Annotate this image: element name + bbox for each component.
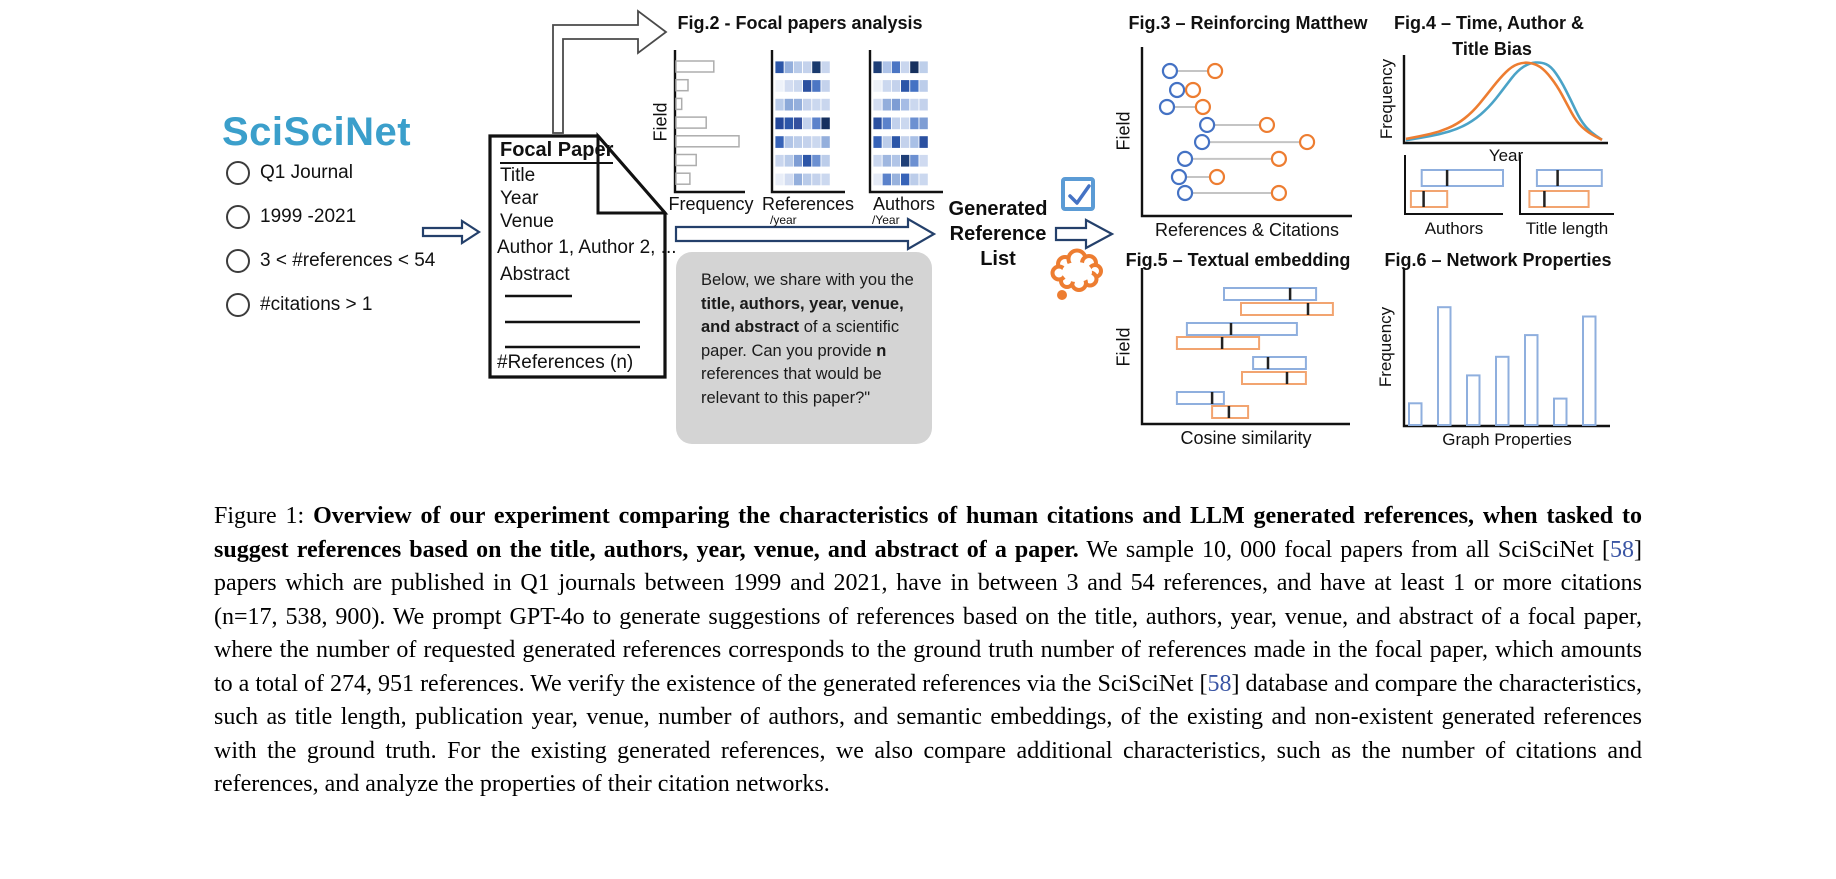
heatmap-cell bbox=[891, 80, 900, 93]
fig4-density-curves bbox=[1406, 63, 1602, 141]
circle-bullet-icon bbox=[226, 161, 250, 185]
figure-caption bbox=[214, 500, 1642, 802]
fig4-title-length-label: Title length bbox=[1525, 219, 1609, 238]
fig4-title-line2: Title Bias bbox=[1452, 39, 1532, 59]
heatmap-cell bbox=[803, 117, 812, 130]
fig2-authors-heatmap bbox=[873, 61, 928, 186]
text-segment: n bbox=[876, 341, 887, 360]
heatmap-cell bbox=[910, 98, 919, 111]
circle-bullet-icon bbox=[226, 249, 250, 273]
generated-line: List bbox=[980, 248, 1016, 270]
fig4-ylabel: Frequency bbox=[1377, 58, 1396, 140]
heatmap-cell bbox=[803, 136, 812, 149]
heatmap-cell bbox=[910, 173, 919, 186]
dumbbell-blue-dot bbox=[1160, 100, 1174, 114]
fig4-density-axes bbox=[1404, 55, 1608, 143]
heatmap-cell bbox=[784, 80, 793, 93]
document-field-abstract: Abstract bbox=[500, 264, 570, 285]
heatmap-cell bbox=[775, 80, 784, 93]
heatmap-cell bbox=[901, 61, 910, 74]
heatmap-cell bbox=[793, 117, 802, 130]
heatmap-cell bbox=[803, 61, 812, 74]
heatmap-cell bbox=[821, 136, 830, 149]
fig6-xlabel: Graph Properties bbox=[1442, 430, 1572, 449]
heatmap-cell bbox=[882, 117, 891, 130]
document-field-title: Title bbox=[500, 165, 536, 186]
text-segment: title, authors, year, venue, and abstract bbox=[701, 294, 904, 336]
fig6-ylabel: Frequency bbox=[1376, 306, 1395, 388]
box-whisker bbox=[1177, 337, 1259, 349]
heatmap-cell bbox=[812, 61, 821, 74]
criterion-label: #citations > 1 bbox=[260, 294, 373, 315]
text-segment: 58 bbox=[1610, 536, 1634, 563]
fig2-bar-series bbox=[676, 61, 739, 184]
fig2-heat2-label: Authors bbox=[872, 194, 936, 214]
dumbbell-orange-dot bbox=[1272, 152, 1286, 166]
heatmap-cell bbox=[901, 98, 910, 111]
dumbbell-blue-dot bbox=[1170, 83, 1184, 97]
heatmap-cell bbox=[901, 136, 910, 149]
text-segment: ] papers which are published in Q1 journals between 1999 and 2021, have in between 3 and 54 references, and have at least 1 or more citations (n=17, 538, 900). We prompt GPT-4o to generate suggestions of references based on the title, authors, year, venue, and abstract of a focal paper, where the number of requested generated references corresponds to the ground truth number of references made in the focal paper, which amounts to a total of 274, 951 references. We verify the existence of the generated references via the SciSciNet [ bbox=[214, 536, 1642, 697]
heatmap-cell bbox=[910, 61, 919, 74]
elbow-arrow-icon bbox=[553, 11, 666, 133]
generated-line: Reference bbox=[949, 223, 1047, 245]
fig2-bar bbox=[676, 136, 739, 147]
dumbbell-blue-dot bbox=[1200, 118, 1214, 132]
criterion-label: 1999 -2021 bbox=[260, 206, 357, 227]
heatmap-cell bbox=[821, 80, 830, 93]
dumbbell-orange-dot bbox=[1300, 135, 1314, 149]
dumbbell-blue-dot bbox=[1178, 152, 1192, 166]
dumbbell-orange-dot bbox=[1210, 170, 1224, 184]
fig3-dumbbell-series bbox=[1160, 64, 1314, 200]
heatmap-cell bbox=[775, 136, 784, 149]
text-segment: of a scientific paper. Can you provide bbox=[701, 318, 900, 360]
text-segment: Figure 1: bbox=[214, 503, 314, 529]
heatmap-cell bbox=[793, 173, 802, 186]
fig6-bar bbox=[1583, 317, 1596, 426]
heatmap-cell bbox=[784, 98, 793, 111]
fig6-bar bbox=[1554, 399, 1567, 425]
criterion-q1-journal bbox=[226, 161, 353, 185]
heatmap-cell bbox=[873, 117, 882, 130]
fig4-xlabel: Year bbox=[1488, 146, 1524, 165]
fig5-boxplot-series bbox=[1177, 288, 1333, 418]
heatmap-cell bbox=[803, 80, 812, 93]
fig2-references-heatmap bbox=[775, 61, 830, 186]
heatmap-cell bbox=[821, 173, 830, 186]
fig2-ylabel: Field bbox=[650, 102, 671, 142]
heatmap-cell bbox=[882, 61, 891, 74]
prompt-bubble bbox=[676, 252, 932, 444]
heatmap-cell bbox=[873, 173, 882, 186]
dumbbell-blue-dot bbox=[1195, 135, 1209, 149]
box-whisker bbox=[1177, 392, 1224, 404]
fig5-title: Fig.5 – Textual embedding bbox=[1125, 250, 1351, 270]
generated-line: Generated bbox=[948, 198, 1048, 220]
heatmap-cell bbox=[793, 80, 802, 93]
heatmap-cell bbox=[891, 98, 900, 111]
heatmap-cell bbox=[803, 98, 812, 111]
fig5-ylabel: Field bbox=[1113, 327, 1134, 367]
criterion-citations bbox=[226, 293, 373, 317]
fig4-authors-label: Authors bbox=[1424, 219, 1484, 238]
fig3-title: Fig.3 – Reinforcing Matthew bbox=[1128, 13, 1368, 33]
heatmap-cell bbox=[784, 173, 793, 186]
heatmap-cell bbox=[901, 155, 910, 168]
text-segment: Below, we share with you the bbox=[701, 271, 914, 289]
text-segment: Overview of our experiment comparing the characteristics of human citations and LLM generated references, when tasked to suggest references based on the title, authors, year, venue, and abstract of a paper. bbox=[214, 503, 1643, 563]
heatmap-cell bbox=[873, 155, 882, 168]
heatmap-cell bbox=[812, 98, 821, 111]
fig3-xlabel: References & Citations bbox=[1154, 220, 1340, 240]
heatmap-cell bbox=[821, 155, 830, 168]
fig6-bar bbox=[1525, 335, 1538, 425]
fig2-xlabel: Frequency bbox=[668, 194, 754, 214]
text-segment: ] database and compare the characteristics, such as title length, publication year, venue, number of authors, and semantic embeddings, of the existing and non-existent generated references with the ground truth. For the existing generated references, we also compare additional characteristics, such as the number of citations and references, and analyze the properties of their citation networks. bbox=[214, 670, 1642, 797]
dumbbell-orange-dot bbox=[1208, 64, 1222, 78]
dumbbell-orange-dot bbox=[1260, 118, 1274, 132]
heatmap-cell bbox=[873, 136, 882, 149]
fig6-bar bbox=[1467, 375, 1480, 425]
generated-reference-list-label bbox=[930, 197, 1066, 272]
document-title: Focal Paper bbox=[500, 139, 613, 164]
heatmap-cell bbox=[775, 117, 784, 130]
heatmap-cell bbox=[812, 136, 821, 149]
criterion-label: 3 < #references < 54 bbox=[260, 250, 436, 271]
fig6-bar bbox=[1496, 357, 1509, 425]
prompt-text bbox=[676, 252, 932, 410]
heatmap-cell bbox=[812, 155, 821, 168]
heatmap-cell bbox=[910, 117, 919, 130]
dumbbell-blue-dot bbox=[1163, 64, 1177, 78]
heatmap-cell bbox=[775, 61, 784, 74]
heatmap-cell bbox=[891, 117, 900, 130]
box-whisker bbox=[1253, 357, 1306, 369]
dumbbell-blue-dot bbox=[1178, 186, 1192, 200]
box-whisker bbox=[1529, 191, 1588, 207]
heatmap-cell bbox=[784, 136, 793, 149]
box-whisker bbox=[1537, 170, 1602, 186]
checkbox-square bbox=[1063, 179, 1093, 209]
heatmap-cell bbox=[793, 98, 802, 111]
box-whisker bbox=[1242, 372, 1306, 384]
flow-arrow-icon bbox=[423, 221, 479, 243]
heatmap-cell bbox=[882, 98, 891, 111]
dumbbell-orange-dot bbox=[1196, 100, 1210, 114]
heatmap-cell bbox=[882, 80, 891, 93]
document-footer: #References (n) bbox=[497, 352, 634, 373]
fig4-authors-boxplot bbox=[1411, 170, 1503, 207]
criterion-references-range bbox=[226, 249, 435, 273]
fig5-xlabel: Cosine similarity bbox=[1180, 428, 1312, 448]
text-segment: references that would be relevant to this paper?" bbox=[701, 365, 882, 407]
heatmap-cell bbox=[919, 98, 928, 111]
box-whisker bbox=[1224, 288, 1316, 300]
document-field-year: Year bbox=[500, 188, 539, 209]
fig2-bar bbox=[676, 80, 688, 91]
fig2-heat1-sublabel: /year bbox=[770, 213, 797, 227]
heatmap-cell bbox=[821, 61, 830, 74]
heatmap-cell bbox=[784, 61, 793, 74]
heatmap-cell bbox=[919, 117, 928, 130]
fig2-title: Fig.2 - Focal papers analysis bbox=[677, 13, 923, 33]
criterion-label: Q1 Journal bbox=[260, 162, 353, 183]
box-whisker bbox=[1241, 303, 1333, 315]
fig4-title-line1: Fig.4 – Time, Author & bbox=[1393, 13, 1585, 33]
heatmap-cell bbox=[812, 173, 821, 186]
heatmap-cell bbox=[901, 173, 910, 186]
heatmap-cell bbox=[821, 117, 830, 130]
fig6-bar bbox=[1438, 307, 1451, 425]
heatmap-cell bbox=[891, 61, 900, 74]
fig2-heat1-label: References bbox=[761, 194, 855, 214]
heatmap-cell bbox=[910, 136, 919, 149]
heatmap-cell bbox=[793, 155, 802, 168]
heatmap-cell bbox=[901, 80, 910, 93]
heatmap-cell bbox=[882, 155, 891, 168]
heatmap-cell bbox=[910, 80, 919, 93]
heatmap-cell bbox=[891, 173, 900, 186]
heatmap-cell bbox=[784, 155, 793, 168]
heatmap-cell bbox=[775, 155, 784, 168]
dumbbell-orange-dot bbox=[1186, 83, 1200, 97]
heatmap-cell bbox=[793, 61, 802, 74]
heatmap-cell bbox=[793, 136, 802, 149]
heatmap-cell bbox=[901, 117, 910, 130]
fig2-bar bbox=[676, 61, 714, 72]
dumbbell-orange-dot bbox=[1272, 186, 1286, 200]
heatmap-cell bbox=[891, 155, 900, 168]
fig3-ylabel: Field bbox=[1113, 111, 1134, 151]
fig6-title: Fig.6 – Network Properties bbox=[1384, 250, 1612, 270]
dumbbell-blue-dot bbox=[1172, 170, 1186, 184]
text-segment: 58 bbox=[1207, 670, 1232, 697]
circle-bullet-icon bbox=[226, 205, 250, 229]
heatmap-cell bbox=[919, 61, 928, 74]
fig6-bar-series bbox=[1409, 307, 1596, 425]
heatmap-cell bbox=[891, 136, 900, 149]
fig2-heat2-sublabel: /Year bbox=[872, 213, 900, 227]
heatmap-cell bbox=[803, 155, 812, 168]
heatmap-cell bbox=[803, 173, 812, 186]
heatmap-cell bbox=[919, 173, 928, 186]
heatmap-cell bbox=[873, 61, 882, 74]
heatmap-cell bbox=[919, 136, 928, 149]
fig6-bar bbox=[1409, 403, 1422, 425]
fig2-bar bbox=[676, 98, 682, 109]
box-whisker bbox=[1411, 191, 1447, 207]
fig2-bar bbox=[676, 117, 706, 128]
text-segment: We sample 10, 000 focal papers from all SciSciNet [ bbox=[1078, 536, 1610, 563]
fig4-title-length-boxplot bbox=[1529, 170, 1601, 207]
document-field-venue: Venue bbox=[500, 211, 554, 232]
heatmap-cell bbox=[919, 80, 928, 93]
heatmap-cell bbox=[812, 80, 821, 93]
heatmap-cell bbox=[882, 173, 891, 186]
heatmap-cell bbox=[873, 80, 882, 93]
heatmap-cell bbox=[882, 136, 891, 149]
box-whisker bbox=[1422, 170, 1503, 186]
heatmap-cell bbox=[821, 98, 830, 111]
heatmap-cell bbox=[775, 173, 784, 186]
document-field-authors: Author 1, Author 2, ... bbox=[497, 237, 677, 258]
fig2-bar bbox=[676, 173, 690, 184]
checkbox-icon bbox=[1063, 179, 1093, 209]
fig2-bar bbox=[676, 155, 696, 166]
heatmap-cell bbox=[919, 155, 928, 168]
heatmap-cell bbox=[873, 98, 882, 111]
heatmap-cell bbox=[910, 155, 919, 168]
heatmap-cell bbox=[812, 117, 821, 130]
criterion-year-range bbox=[226, 205, 356, 229]
heatmap-cell bbox=[775, 98, 784, 111]
heatmap-cell bbox=[784, 117, 793, 130]
bubble-tail-dot bbox=[1057, 290, 1067, 300]
circle-bullet-icon bbox=[226, 293, 250, 317]
brand-logo: SciSciNet bbox=[222, 110, 412, 154]
box-whisker bbox=[1187, 323, 1297, 335]
